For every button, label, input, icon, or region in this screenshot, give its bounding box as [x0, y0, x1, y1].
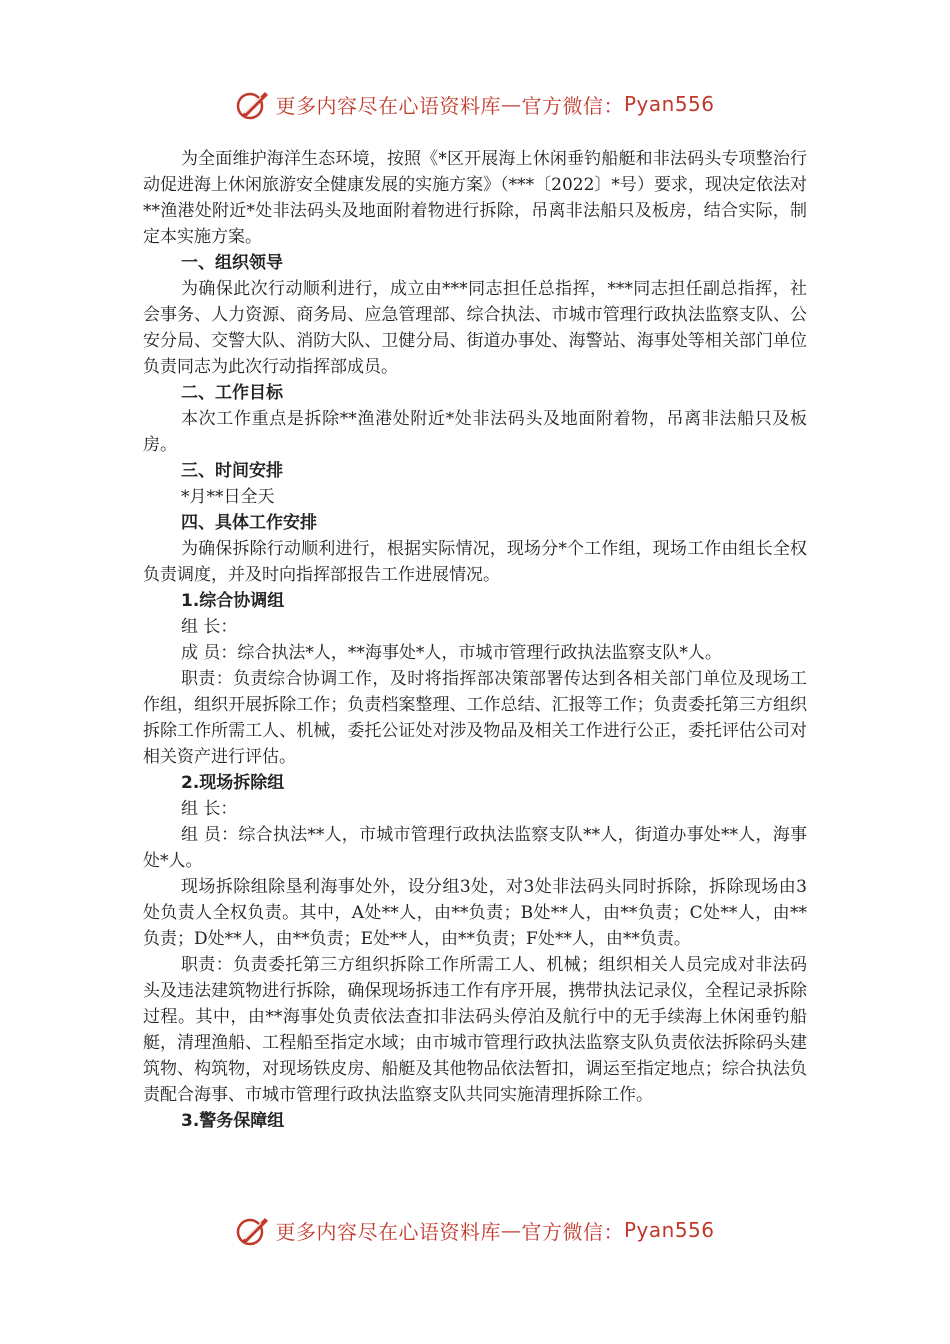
group-1-title: 1.综合协调组 [181, 591, 285, 611]
group-1-leader: 组 长： [181, 617, 238, 637]
intro-paragraph: 为全面维护海洋生态环境，按照《*区开展海上休闲垂钓船艇和非法码头专项整治行动促进海上休闲旅游安全健康发展的实施方案》（***〔2022〕*号）要求，现决定依法对**渔港处附近*处非法码头及地面附着物进行拆除，吊离非法船只及板房，结合实际，制定本实施方案。 [143, 149, 807, 247]
section-2-title: 二、工作目标 [181, 383, 283, 403]
footer-banner [0, 1210, 950, 1250]
section-3-body: *月**日全天 [181, 487, 275, 507]
group-1-members: 成 员：综合执法*人，**海事处*人，市城市管理行政执法监察支队*人。 [181, 643, 722, 663]
banner-dash: — [500, 1218, 522, 1242]
section-4-title: 四、具体工作安排 [181, 513, 317, 533]
banner-wechat-label: 官方微信： [521, 1219, 624, 1244]
group-1-duty: 职责：负责综合协调工作，及时将指挥部决策部署传达到各相关部门单位及现场工作组，组织开展拆除工作；负责档案整理、工作总结、汇报等工作；负责委托第三方组织拆除工作所需工人、机械，委托公证处对涉及物品及相关工作进行公正，委托评估公司对相关资产进行评估。 [143, 669, 807, 767]
banner-slogan: 更多内容尽在心语资料库 [275, 93, 501, 118]
group-2-title: 2.现场拆除组 [181, 773, 285, 793]
group-2-leader: 组 长： [181, 799, 238, 819]
header-banner [0, 84, 950, 124]
banner-wechat-label: 官方微信： [521, 93, 624, 118]
section-2-body: 本次工作重点是拆除**渔港处附近*处非法码头及地面附着物，吊离非法船只及板房。 [143, 409, 807, 455]
banner-wechat-id: Pyan556 [623, 92, 715, 116]
banner-slogan: 更多内容尽在心语资料库 [275, 1219, 501, 1244]
group-2-detail: 现场拆除组除垦利海事处外，设分组3处，对3处非法码头同时拆除，拆除现场由3处负责人全权负责。其中，A处**人，由**负责；B处**人，由**负责；C处**人，由**负责；D处**人，由**负责；E处**人，由**负责；F处**人，由**负责。 [143, 877, 807, 949]
group-2-members: 组 员：综合执法**人，市城市管理行政执法监察支队**人，街道办事处**人，海事处*人。 [143, 825, 807, 871]
section-3-title: 三、时间安排 [181, 461, 283, 481]
group-3-title: 3.警务保障组 [181, 1111, 285, 1131]
quill-logo-icon [235, 1212, 271, 1248]
section-1-body: 为确保此次行动顺利进行，成立由***同志担任总指挥，***同志担任副总指挥，社会事务、人力资源、商务局、应急管理部、综合执法、市城市管理行政执法监察支队、公安分局、交警大队、消防大队、卫健分局、街道办事处、海警站、海事处等相关部门单位负责同志为此次行动指挥部成员。 [143, 279, 807, 377]
banner-dash: — [500, 92, 522, 116]
quill-logo-icon [235, 86, 271, 122]
group-2-duty: 职责：负责委托第三方组织拆除工作所需工人、机械；组织相关人员完成对非法码头及违法建筑物进行拆除，确保现场拆违工作有序开展，携带执法记录仪，全程记录拆除过程。其中，由**海事处负责依法查扣非法码头停泊及航行中的无手续海上休闲垂钓船艇，清理渔船、工程船至指定水域；由市城市管理行政执法监察支队负责依法拆除码头建筑物、构筑物，对现场铁皮房、船艇及其他物品依法暂扣，调运至指定地点；综合执法负责配合海事、市城市管理行政执法监察支队共同实施清理拆除工作。 [143, 955, 807, 1105]
section-4-body: 为确保拆除行动顺利进行，根据实际情况，现场分*个工作组，现场工作由组长全权负责调度，并及时向指挥部报告工作进展情况。 [143, 539, 807, 585]
banner-wechat-id: Pyan556 [623, 1218, 715, 1242]
document-body [143, 146, 807, 1134]
section-1-title: 一、组织领导 [181, 253, 283, 273]
